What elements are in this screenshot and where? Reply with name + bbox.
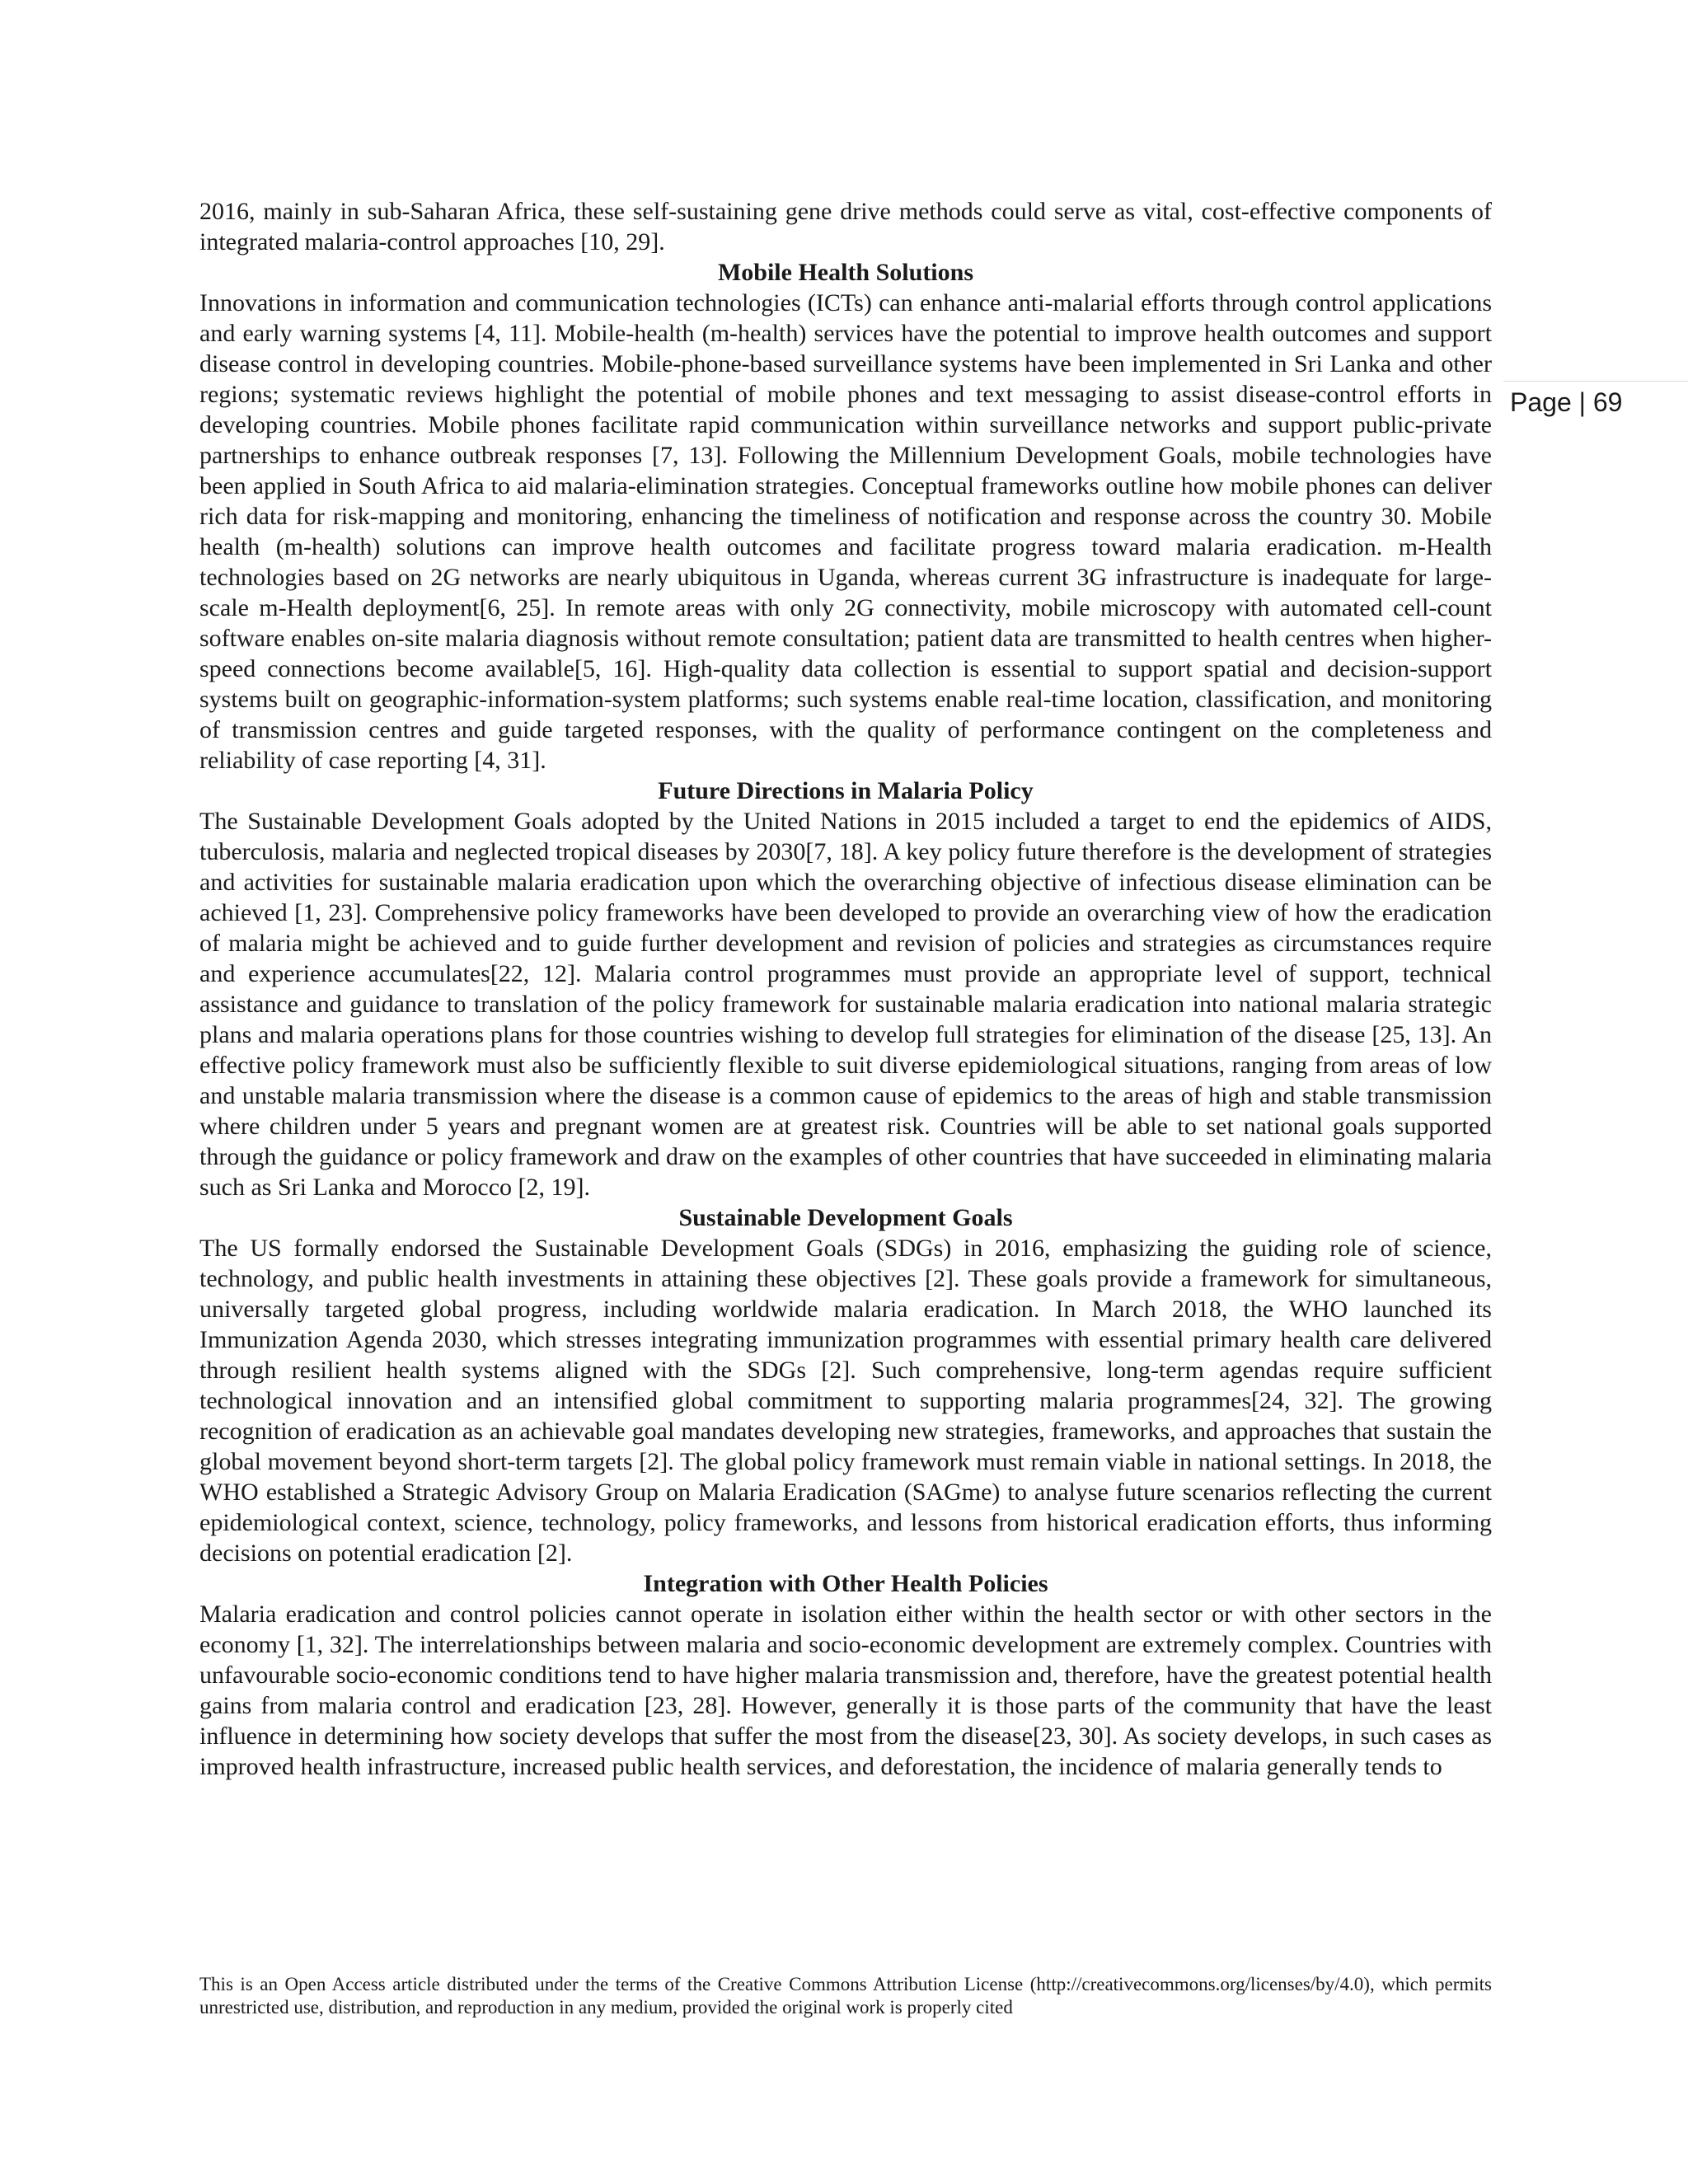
- license-footer: [199, 1973, 1492, 2019]
- paragraph-sdgs: The US formally endorsed the Sustainable Development Goals (SDGs) in 2016, emphasizing the guiding role of science, technology, and public health investments in attaining these objectives [2]. These goals provide a framework for simultaneous, universally targeted global progress, including worldwide malaria eradication. In March 2018, the WHO launched its Immunization Agenda 2030, which stresses integrating immunization programmes with essential primary health care delivered through resilient health systems aligned with the SDGs [2]. Such comprehensive, long-term agendas require sufficient technological innovation and an intensified global commitment to supporting malaria programmes[24, 32]. The growing recognition of eradication as an achievable goal mandates developing new strategies, frameworks, and approaches that sustain the global movement beyond short-term targets [2]. The global policy framework must remain viable in national settings. In 2018, the WHO established a Strategic Advisory Group on Malaria Eradication (SAGme) to analyse future scenarios reflecting the current epidemiological context, science, technology, policy frameworks, and lessons from historical eradication efforts, thus informing decisions on potential eradication [2].: [199, 1235, 1492, 1567]
- paragraph-integration: Malaria eradication and control policies cannot operate in isolation either within the health sector or with other sectors in the economy [1, 32]. The interrelationships between malaria and socio-economic development are extremely complex. Countries with unfavourable socio-economic conditions tend to have higher malaria transmission and, therefore, have the greatest potential health gains from malaria control and eradication [23, 28]. However, generally it is those parts of the community that have the least influence in determining how society develops that suffer the most from the disease[23, 30]. As society develops, in such cases as improved health infrastructure, increased public health services, and deforestation, the incidence of malaria generally tends to: [199, 1601, 1492, 1780]
- license-text: This is an Open Access article distributed under the terms of the Creative Commons Attribution License (http://creativecommons.org/licenses/by/4.0), which permits unrestricted use, distribution, and reproduction in any medium, provided the original work is properly cited: [199, 1974, 1492, 2018]
- page-number-rule: [1503, 381, 1688, 382]
- heading-integration: Integration with Other Health Policies: [643, 1570, 1048, 1597]
- paragraph-gene-drive: 2016, mainly in sub-Saharan Africa, these self-sustaining gene drive methods could serve as vital, cost-effective components of integrated malaria-control approaches [10, 29].: [199, 198, 1492, 255]
- paragraph-future-directions: The Sustainable Development Goals adopted by the United Nations in 2015 included a target to end the epidemics of AIDS, tuberculosis, malaria and neglected tropical diseases by 2030[7, 18]. A key policy future therefore is the development of strategies and activities for sustainable malaria eradication upon which the overarching objective of infectious disease elimination can be achieved [1, 23]. Comprehensive policy frameworks have been developed to provide an overarching view of how the eradication of malaria might be achieved and to guide further development and revision of policies and strategies as circumstances require and experience accumulates[22, 12]. Malaria control programmes must provide an appropriate level of support, technical assistance and guidance to translation of the policy framework for sustainable malaria eradication into national malaria strategic plans and malaria operations plans for those countries wishing to develop full strategies for elimination of the disease [25, 13]. An effective policy framework must also be sufficiently flexible to suit diverse epidemiological situations, ranging from areas of low and unstable malaria transmission where the disease is a common cause of epidemics to the areas of high and stable transmission where children under 5 years and pregnant women are at greatest risk. Countries will be able to set national goals supported through the guidance or policy framework and draw on the examples of other countries that have succeeded in eliminating malaria such as Sri Lanka and Morocco [2, 19].: [199, 808, 1492, 1201]
- paragraph-mobile-health: Innovations in information and communication technologies (ICTs) can enhance anti-malarial efforts through control applications and early warning systems [4, 11]. Mobile-health (m-health) services have the potential to improve health outcomes and support disease control in developing countries. Mobile-phone-based surveillance systems have been implemented in Sri Lanka and other regions; systematic reviews highlight the potential of mobile phones and text messaging to assist disease-control efforts in developing countries. Mobile phones facilitate rapid communication within surveillance networks and support public-private partnerships to enhance outbreak responses [7, 13]. Following the Millennium Development Goals, mobile technologies have been applied in South Africa to aid malaria-elimination strategies. Conceptual frameworks outline how mobile phones can deliver rich data for risk-mapping and monitoring, enhancing the timeliness of notification and response across the country 30. Mobile health (m-health) solutions can improve health outcomes and facilitate progress toward malaria eradication. m-Health technologies based on 2G networks are nearly ubiquitous in Uganda, whereas current 3G infrastructure is inadequate for large-scale m-Health deployment[6, 25]. In remote areas with only 2G connectivity, mobile microscopy with automated cell-count software enables on-site malaria diagnosis without remote consultation; patient data are transmitted to health centres when higher-speed connections become available[5, 16]. High-quality data collection is essential to support spatial and decision-support systems built on geographic-information-system platforms; such systems enable real-time location, classification, and monitoring of transmission centres and guide targeted responses, with the quality of performance contingent on the completeness and reliability of case reporting [4, 31].: [199, 289, 1492, 774]
- heading-mobile-health: Mobile Health Solutions: [717, 259, 974, 286]
- heading-future-directions: Future Directions in Malaria Policy: [658, 777, 1034, 804]
- page-number: Page | 69: [1510, 387, 1623, 417]
- heading-sdgs: Sustainable Development Goals: [678, 1204, 1013, 1231]
- article-body: [199, 196, 1492, 1782]
